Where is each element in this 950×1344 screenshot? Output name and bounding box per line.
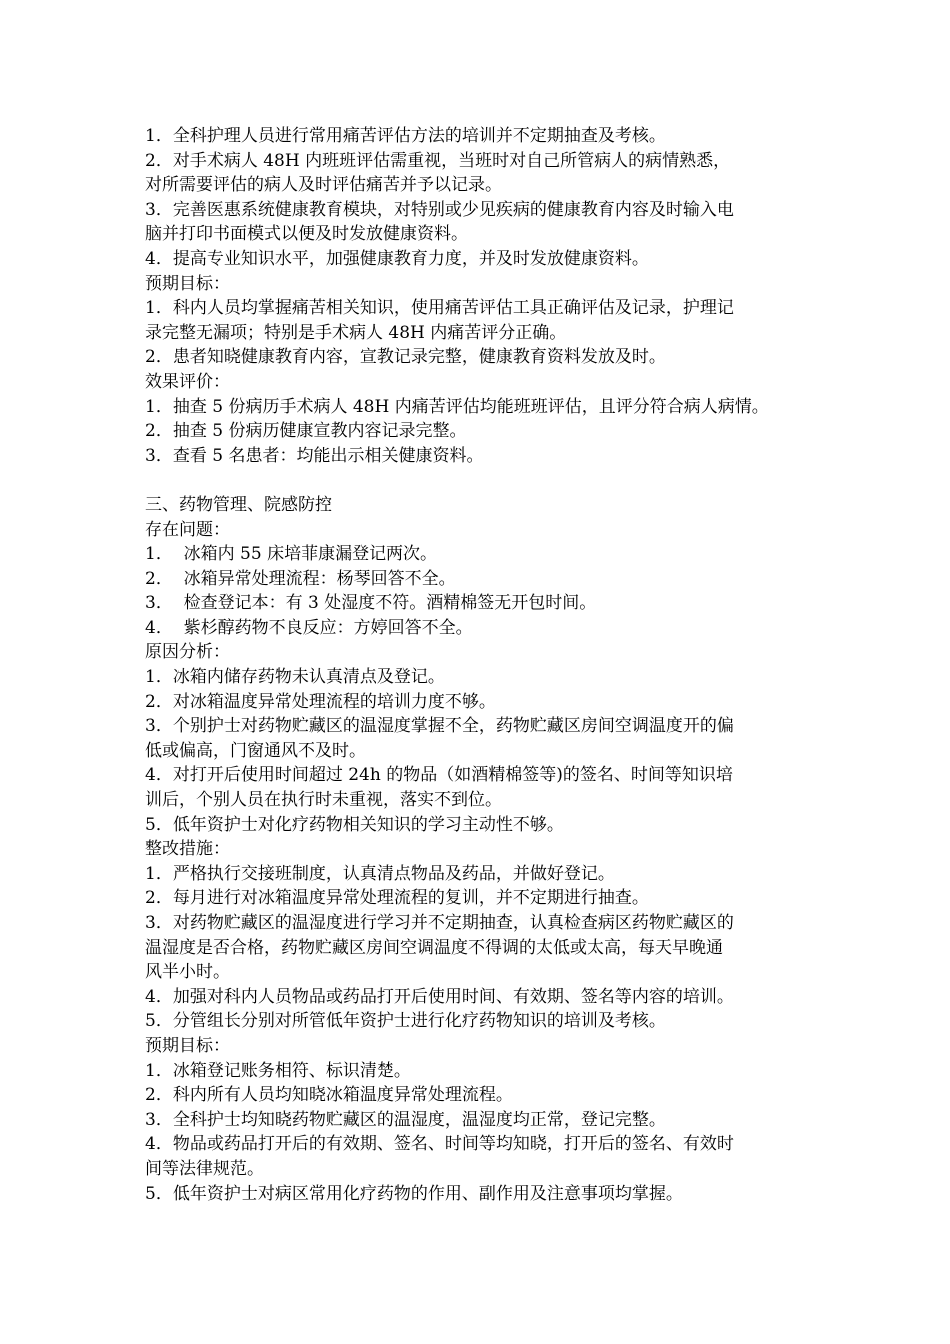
text-line: 温湿度是否合格，药物贮藏区房间空调温度不得调的太低或太高，每天早晚通 (145, 937, 723, 958)
text-line: 录完整无漏项；特别是手术病人 48H 内痛苦评分正确。 (145, 322, 567, 343)
text-line: 2． 冰箱异常处理流程：杨琴回答不全。 (145, 568, 456, 589)
text-line: 1．抽查 5 份病历手术病人 48H 内痛苦评估均能班班评估，且评分符合病人病情。 (145, 396, 769, 417)
text-line: 预期目标： (145, 1035, 230, 1056)
text-line: 5．分管组长分别对所管低年资护士进行化疗药物知识的培训及考核。 (145, 1011, 666, 1032)
text-line: 脑并打印书面模式以便及时发放健康资料。 (145, 224, 468, 245)
text-line: 3．对药物贮藏区的温湿度进行学习并不定期抽查，认真检查病区药物贮藏区的 (145, 913, 734, 933)
text-line: 4．物品或药品打开后的有效期、签名、时间等均知晓，打开后的签名、有效时 (145, 1134, 734, 1155)
text-line: 3．查看 5 名患者：均能出示相关健康资料。 (145, 445, 484, 466)
text-line: 3．全科护士均知晓药物贮藏区的温湿度，温湿度均正常，登记完整。 (145, 1109, 666, 1130)
text-line: 2．对手术病人 48H 内班班评估需重视，当班时对自己所管病人的病情熟悉， (145, 150, 731, 171)
text-line: 4．提高专业知识水平，加强健康教育力度，并及时发放健康资料。 (145, 248, 649, 269)
document-body (145, 124, 835, 1206)
text-line: 3．个别护士对药物贮藏区的温湿度掌握不全，药物贮藏区房间空调温度开的偏 (145, 716, 734, 737)
text-line: 三、药物管理、院感防控 (145, 494, 332, 515)
text-line: 4． 紫杉醇药物不良反应：方婷回答不全。 (145, 617, 473, 638)
text-line: 3．完善医惠系统健康教育模块，对特别或少见疾病的健康教育内容及时输入电 (145, 199, 734, 220)
text-line: 原因分析： (145, 642, 230, 663)
text-line: 存在问题： (145, 519, 230, 540)
text-line: 5．低年资护士对化疗药物相关知识的学习主动性不够。 (145, 814, 564, 835)
text-line: 1．科内人员均掌握痛苦相关知识，使用痛苦评估工具正确评估及记录，护理记 (145, 298, 734, 319)
text-line: 训后，个别人员在执行时未重视，落实不到位。 (145, 790, 502, 811)
text-line (145, 468, 835, 493)
text-line: 1．全科护理人员进行常用痛苦评估方法的培训并不定期抽查及考核。 (145, 126, 666, 146)
text-line: 风半小时。 (145, 962, 230, 983)
text-line: 2．每月进行对冰箱温度异常处理流程的复训，并不定期进行抽查。 (145, 888, 649, 909)
text-line: 1．冰箱登记账务相符、标识清楚。 (145, 1060, 411, 1081)
text-line: 1．冰箱内储存药物未认真清点及登记。 (145, 667, 445, 688)
text-line: 2．抽查 5 份病历健康宣教内容记录完整。 (145, 421, 467, 442)
text-line: 1． 冰箱内 55 床培菲康漏登记两次。 (145, 544, 438, 565)
text-line: 5．低年资护士对病区常用化疗药物的作用、副作用及注意事项均掌握。 (145, 1183, 683, 1204)
text-line: 间等法律规范。 (145, 1158, 264, 1179)
text-line: 2．科内所有人员均知晓冰箱温度异常处理流程。 (145, 1085, 513, 1106)
text-line: 预期目标： (145, 273, 230, 294)
text-line: 1．严格执行交接班制度，认真清点物品及药品，并做好登记。 (145, 863, 615, 884)
text-line: 整改措施： (145, 839, 230, 860)
text-line: 4．对打开后使用时间超过 24h 的物品（如酒精棉签等)的签名、时间等知识培 (145, 765, 733, 786)
text-line: 效果评价： (145, 371, 230, 392)
text-line: 3． 检查登记本：有 3 处湿度不符。酒精棉签无开包时间。 (145, 593, 597, 614)
text-line: 低或偏高，门窗通风不及时。 (145, 740, 366, 761)
text-line: 2．患者知晓健康教育内容，宣教记录完整，健康教育资料发放及时。 (145, 347, 666, 368)
text-line: 对所需要评估的病人及时评估痛苦并予以记录。 (145, 175, 502, 196)
text-line: 2．对冰箱温度异常处理流程的培训力度不够。 (145, 691, 496, 712)
text-line: 4．加强对科内人员物品或药品打开后使用时间、有效期、签名等内容的培训。 (145, 986, 734, 1007)
